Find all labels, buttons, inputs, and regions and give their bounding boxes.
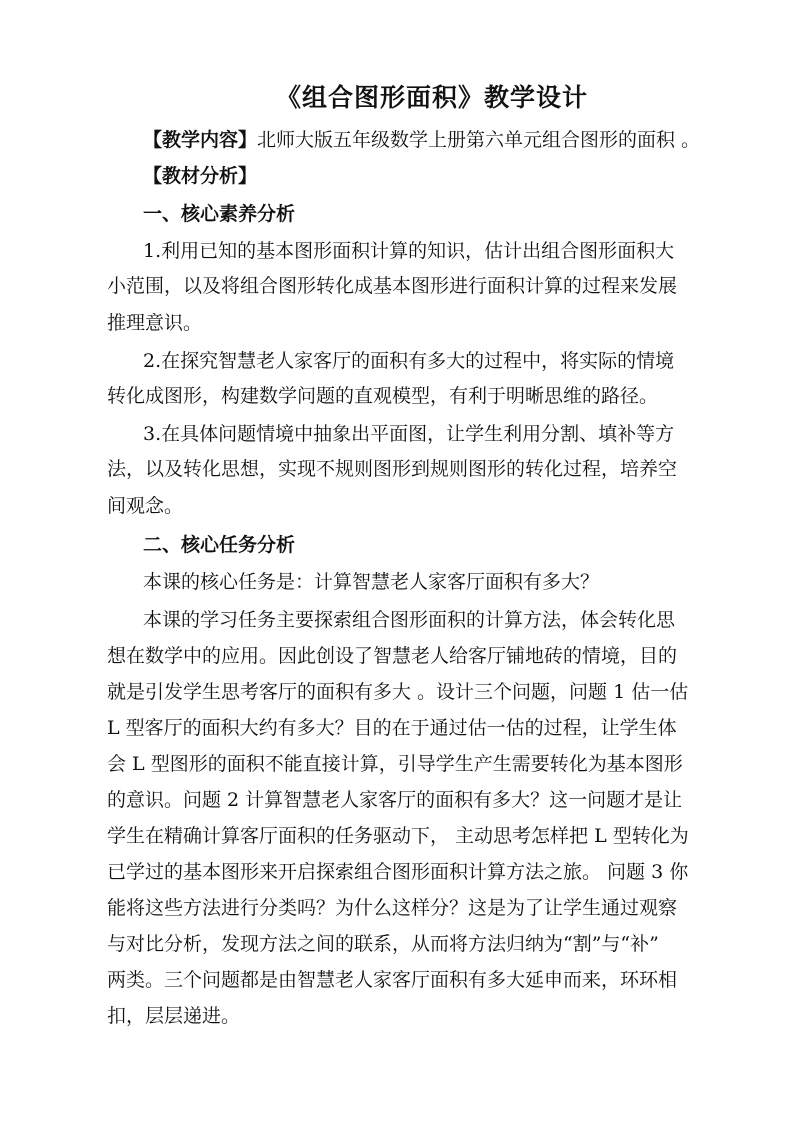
paragraph-line: 2.在探究智慧老人家客厅的面积有多大的过程中，将实际的情境 xyxy=(143,350,675,372)
paragraph-line: 扣，层层递进。 xyxy=(107,1005,241,1027)
teaching-content-label: 【教学内容】 xyxy=(143,129,258,151)
paragraph-line: 的意识。问题 2 计算智慧老人家客厅的面积有多大？这一问题才是让 xyxy=(107,789,683,811)
teaching-content-text: 北师大版五年级数学上册第六单元组合图形的面积 。 xyxy=(257,129,701,151)
paragraph-line: 小范围，以及将组合图形转化成基本图形进行面积计算的过程来发展 xyxy=(107,275,678,297)
paragraph-line: 会 L 型图形的面积不能直接计算，引导学生产生需要转化为基本图形 xyxy=(107,753,683,775)
paragraph-line: 推理意识。 xyxy=(107,312,203,334)
paragraph-line: 转化成图形，构建数学问题的直观模型，有利于明晰思维的路径。 xyxy=(107,385,659,407)
paragraph-line: 想在数学中的应用。因此创设了智慧老人给客厅铺地砖的情境，目的 xyxy=(107,645,678,667)
analysis-heading: 【教材分析】 xyxy=(143,165,258,187)
paragraph-line: 两类。三个问题都是由智慧老人家客厅面积有多大延申而来，环环相 xyxy=(107,969,678,991)
section1-heading: 一、核心素养分析 xyxy=(143,203,296,225)
document-title: 《组合图形面积》教学设计 xyxy=(275,83,588,112)
paragraph-line: 间观念。 xyxy=(107,495,184,517)
paragraph-line: 3.在具体问题情境中抽象出平面图，让学生利用分割、填补等方 xyxy=(143,423,675,445)
teaching-content-line xyxy=(143,127,700,153)
paragraph-line: 能将这些方法进行分类吗？为什么这样分？这是为了让学生通过观察 xyxy=(107,897,678,919)
paragraph-line: 已学过的基本图形来开启探索组合图形面积计算方法之旅。 问题 3 你 xyxy=(107,861,689,883)
paragraph-line: 1.利用已知的基本图形面积计算的知识，估计出组合图形面积大 xyxy=(143,240,675,262)
paragraph-line: 本课的学习任务主要探索组合图形面积的计算方法，体会转化思 xyxy=(143,609,676,631)
paragraph-line: 就是引发学生思考客厅的面积有多大 。设计三个问题，问题 1 估一估 xyxy=(107,681,689,703)
paragraph-line: 法，以及转化思想，实现不规则图形到规则图形的转化过程，培养空 xyxy=(107,458,678,480)
paragraph-line: L 型客厅的面积大约有多大？目的在于通过估一估的过程，让学生体 xyxy=(107,717,677,739)
core-task-line: 本课的核心任务是：计算智慧老人家客厅面积有多大？ xyxy=(143,571,600,593)
paragraph-line: 与对比分析，发现方法之间的联系，从而将方法归纳为“割”与“补” xyxy=(107,933,659,955)
paragraph-line: 学生在精确计算客厅面积的任务驱动下， 主动思考怎样把 L 型转化为 xyxy=(107,825,689,847)
section2-heading: 二、核心任务分析 xyxy=(143,534,296,556)
